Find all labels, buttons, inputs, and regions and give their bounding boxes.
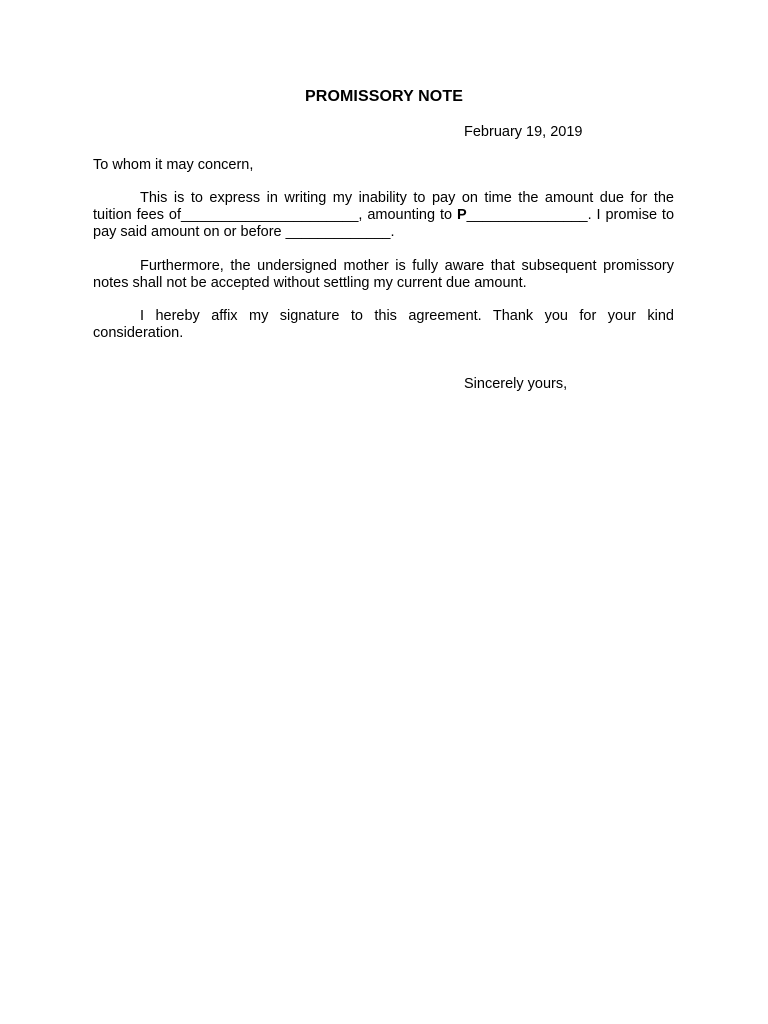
paragraph1-text-4: . — [390, 224, 395, 240]
currency-symbol: P — [456, 207, 467, 223]
paragraph1-text-3: . I promise to pay said amount on or before — [93, 207, 675, 240]
paragraph1-text-2: , amounting to — [358, 207, 457, 223]
paragraph1-text-1: This is to express in writing my inability to pay on time the amount due for the tuition fees of — [93, 190, 674, 223]
blank-tuition-fees: ______________________ — [181, 207, 359, 223]
paragraph-signature: I hereby affix my signature to this agreement. Thank you for your kind consideration. — [93, 308, 674, 341]
document-date: February 19, 2019 — [464, 124, 583, 140]
closing: Sincerely yours, — [464, 376, 568, 392]
blank-due-date: _____________ — [285, 224, 391, 240]
paragraph-furthermore: Furthermore, the undersigned mother is fully aware that subsequent promissory notes shall not be accepted without settling my current due amount. — [93, 258, 674, 291]
paragraph-inability-to-pay — [93, 190, 674, 241]
document-title: PROMISSORY NOTE — [305, 88, 463, 105]
salutation: To whom it may concern, — [93, 157, 254, 173]
blank-amount: _______________ — [466, 207, 588, 223]
